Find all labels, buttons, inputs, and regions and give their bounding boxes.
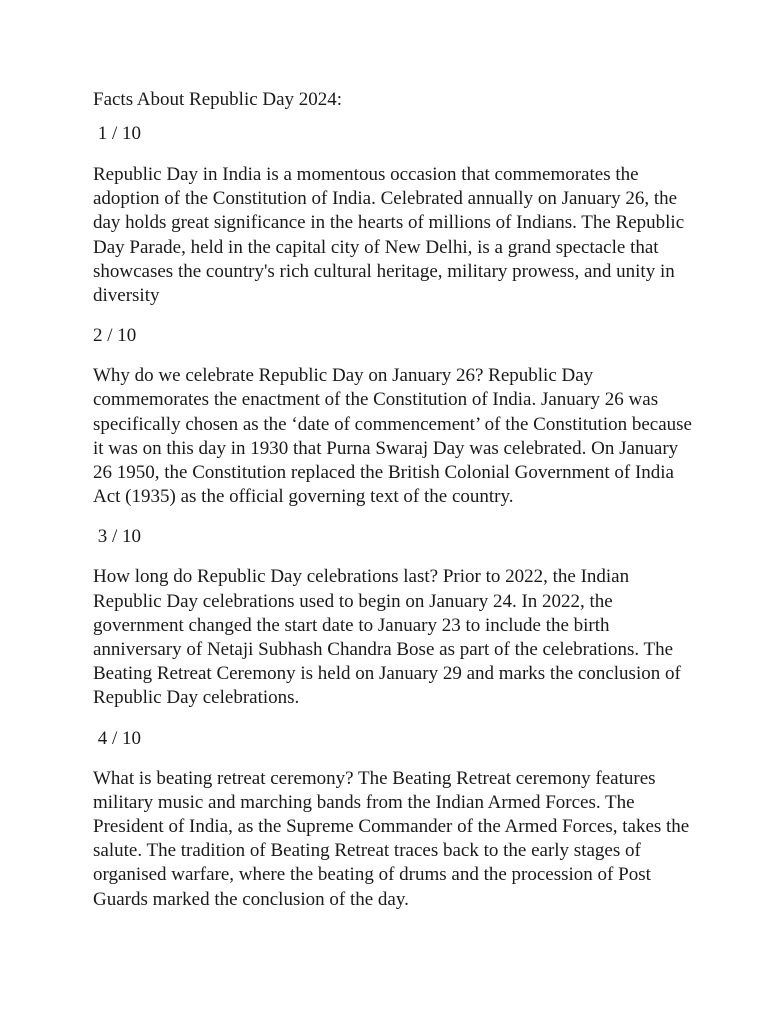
document-page — [93, 88, 693, 912]
fact-paragraph-3: How long do Republic Day celebrations last? Prior to 2022, the Indian Republic Day celebrations used to begin on January 24. In 2022, the government changed the start date to January 23 to include the birth anniversary of Netaji Subhash Chandra Bose as part of the celebrations. The Beating Retreat Ceremony is held on January 29 and marks the conclusion of Republic Day celebrations. — [93, 566, 681, 709]
slide-counter-2: 2 / 10 — [93, 325, 137, 347]
fact-paragraph-1: Republic Day in India is a momentous occasion that commemorates the adoption of the Constitution of India. Celebrated annually on January 26, the day holds great significance in the hearts of millions of Indians. The Republic Day Parade, held in the capital city of New Delhi, is a grand spectacle that showcases the country's rich cultural heritage, military prowess, and unity in diversity — [93, 164, 685, 307]
slide-counter-1: 1 / 10 — [93, 123, 142, 144]
document-title: Facts About Republic Day 2024: — [93, 89, 343, 110]
slide-counter-4: 4 / 10 — [93, 727, 142, 749]
fact-paragraph-2: Why do we celebrate Republic Day on January 26? Republic Day commemorates the enactment of the Constitution of India. January 26 was specifically chosen as the ‘date of commencement’ of the Constitution because it was on this day in 1930 that Purna Swaraj Day was celebrated. On January 26 1950, the Constitution replaced the British Colonial Government of India Act (1935) as the official governing text of the country. — [93, 365, 692, 508]
slide-counter-3: 3 / 10 — [93, 526, 142, 548]
fact-paragraph-4: What is beating retreat ceremony? The Beating Retreat ceremony features military music and marching bands from the Indian Armed Forces. The President of India, as the Supreme Commander of the Armed Forces, takes the salute. The tradition of Beating Retreat traces back to the early stages of organised warfare, where the beating of drums and the procession of Post Guards marked the conclusion of the day. — [93, 767, 690, 910]
